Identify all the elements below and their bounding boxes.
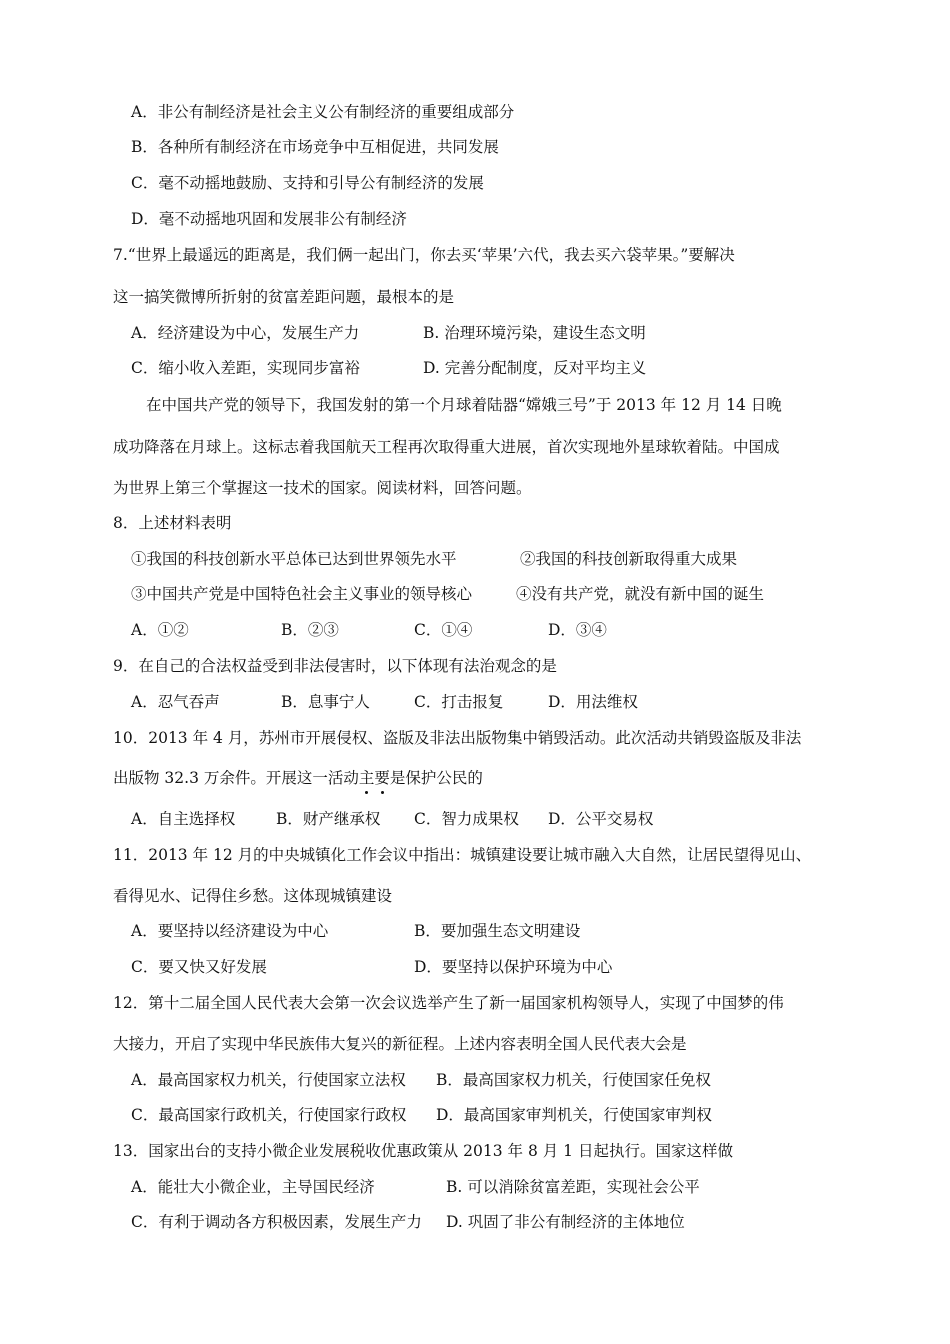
material-line2: 成功降落在月球上。这标志着我国航天工程再次取得重大进展，首次实现地外星球软着陆。中国成 [113,438,780,456]
q12-option-b: B．最高国家权力机关，行使国家任免权 [436,1071,711,1089]
q9-option-a: A．忍气吞声 [131,693,220,711]
q7-option-d: D. 完善分配制度，反对平均主义 [423,359,647,377]
q10-option-a: A．自主选择权 [131,810,236,828]
q6-option-c: C．毫不动摇地鼓励、支持和引导公有制经济的发展 [131,174,484,192]
q9-stem: 9．在自己的合法权益受到非法侵害时，以下体现有法治观念的是 [113,657,557,675]
q10-stem-text: 出版物 32.3 万余件。开展这一活动 [113,769,359,787]
q6-option-d: D．毫不动摇地巩固和发展非公有制经济 [131,210,407,228]
q13-option-c: C．有利于调动各方积极因素，发展生产力 [131,1213,422,1231]
q8-option-c: C．①④ [414,621,473,639]
q10-stem-line1: 10．2013 年 4 月，苏州市开展侵权、盗版及非法出版物集中销毁活动。此次活动共销毁盗版及非法 [113,729,802,747]
q11-stem-line1: 11．2013 年 12 月的中央城镇化工作会议中指出：城镇建设要让城市融入大自然，让居民望得见山、 [113,846,812,864]
q11-option-d: D．要坚持以保护环境为中心 [414,958,613,976]
q8-statement-1: ①我国的科技创新水平总体已达到世界领先水平 [131,550,457,568]
q11-option-b: B．要加强生态文明建设 [414,922,581,940]
q11-stem-line2: 看得见水、记得住乡愁。这体现城镇建设 [113,887,393,905]
q8-statement-3: ③中国共产党是中国特色社会主义事业的领导核心 [131,585,473,603]
q10-option-c: C．智力成果权 [414,810,519,828]
q12-option-d: D．最高国家审判机关，行使国家审判权 [436,1106,712,1124]
q7-stem-line1: 7.“世界上最遥远的距离是，我们俩一起出门，你去买‘苹果’六代，我去买六袋苹果。”要解决 [113,246,735,264]
q10-stem-line2 [113,768,483,788]
q10-option-b: B．财产继承权 [276,810,381,828]
material-line3: 为世界上第三个掌握这一技术的国家。阅读材料，回答问题。 [113,479,532,497]
q7-stem-line2: 这一搞笑微博所折射的贫富差距问题，最根本的是 [113,288,455,306]
q12-option-c: C．最高国家行政机关，行使国家行政权 [131,1106,407,1124]
q8-option-b: B．②③ [281,621,339,639]
q6-option-b: B．各种所有制经济在市场竞争中互相促进，共同发展 [131,138,499,156]
q9-option-c: C．打击报复 [414,693,504,711]
q6-option-a: A．非公有制经济是社会主义公有制经济的重要组成部分 [131,103,515,121]
q7-option-b: B. 治理环境污染，建设生态文明 [423,324,646,342]
q10-stem-text: 是保护公民的 [389,769,483,787]
q13-option-a: A．能壮大小微企业，主导国民经济 [131,1178,375,1196]
q11-option-a: A．要坚持以经济建设为中心 [131,922,329,940]
q13-option-b: B. 可以消除贫富差距，实现社会公平 [446,1178,700,1196]
q8-statement-2: ②我国的科技创新取得重大成果 [520,550,738,568]
emphasis-char: 要 [374,769,390,787]
material-line1: 在中国共产党的领导下，我国发射的第一个月球着陆器“嫦娥三号”于 2013 年 12 月 14 日晚 [146,396,782,414]
q7-option-a: A．经济建设为中心，发展生产力 [131,324,360,342]
q13-option-d: D. 巩固了非公有制经济的主体地位 [446,1213,685,1231]
q8-option-a: A．①② [131,621,189,639]
q7-option-c: C．缩小收入差距，实现同步富裕 [131,359,360,377]
q8-statement-4: ④没有共产党，就没有新中国的诞生 [516,585,765,603]
q13-stem: 13．国家出台的支持小微企业发展税收优惠政策从 2013 年 8 月 1 日起执行。国家这样做 [113,1142,733,1160]
q9-option-b: B．息事宁人 [281,693,370,711]
q10-option-d: D．公平交易权 [548,810,654,828]
q8-option-d: D．③④ [548,621,607,639]
q12-stem-line1: 12．第十二届全国人民代表大会第一次会议选举产生了新一届国家机构领导人，实现了中国梦的伟 [113,994,784,1012]
q11-option-c: C．要又快又好发展 [131,958,267,976]
q9-option-d: D．用法维权 [548,693,638,711]
emphasis-char: 主 [358,769,375,787]
q12-option-a: A．最高国家权力机关，行使国家立法权 [131,1071,406,1089]
q12-stem-line2: 大接力，开启了实现中华民族伟大复兴的新征程。上述内容表明全国人民代表大会是 [113,1035,687,1053]
q8-stem: 8．上述材料表明 [113,514,232,532]
